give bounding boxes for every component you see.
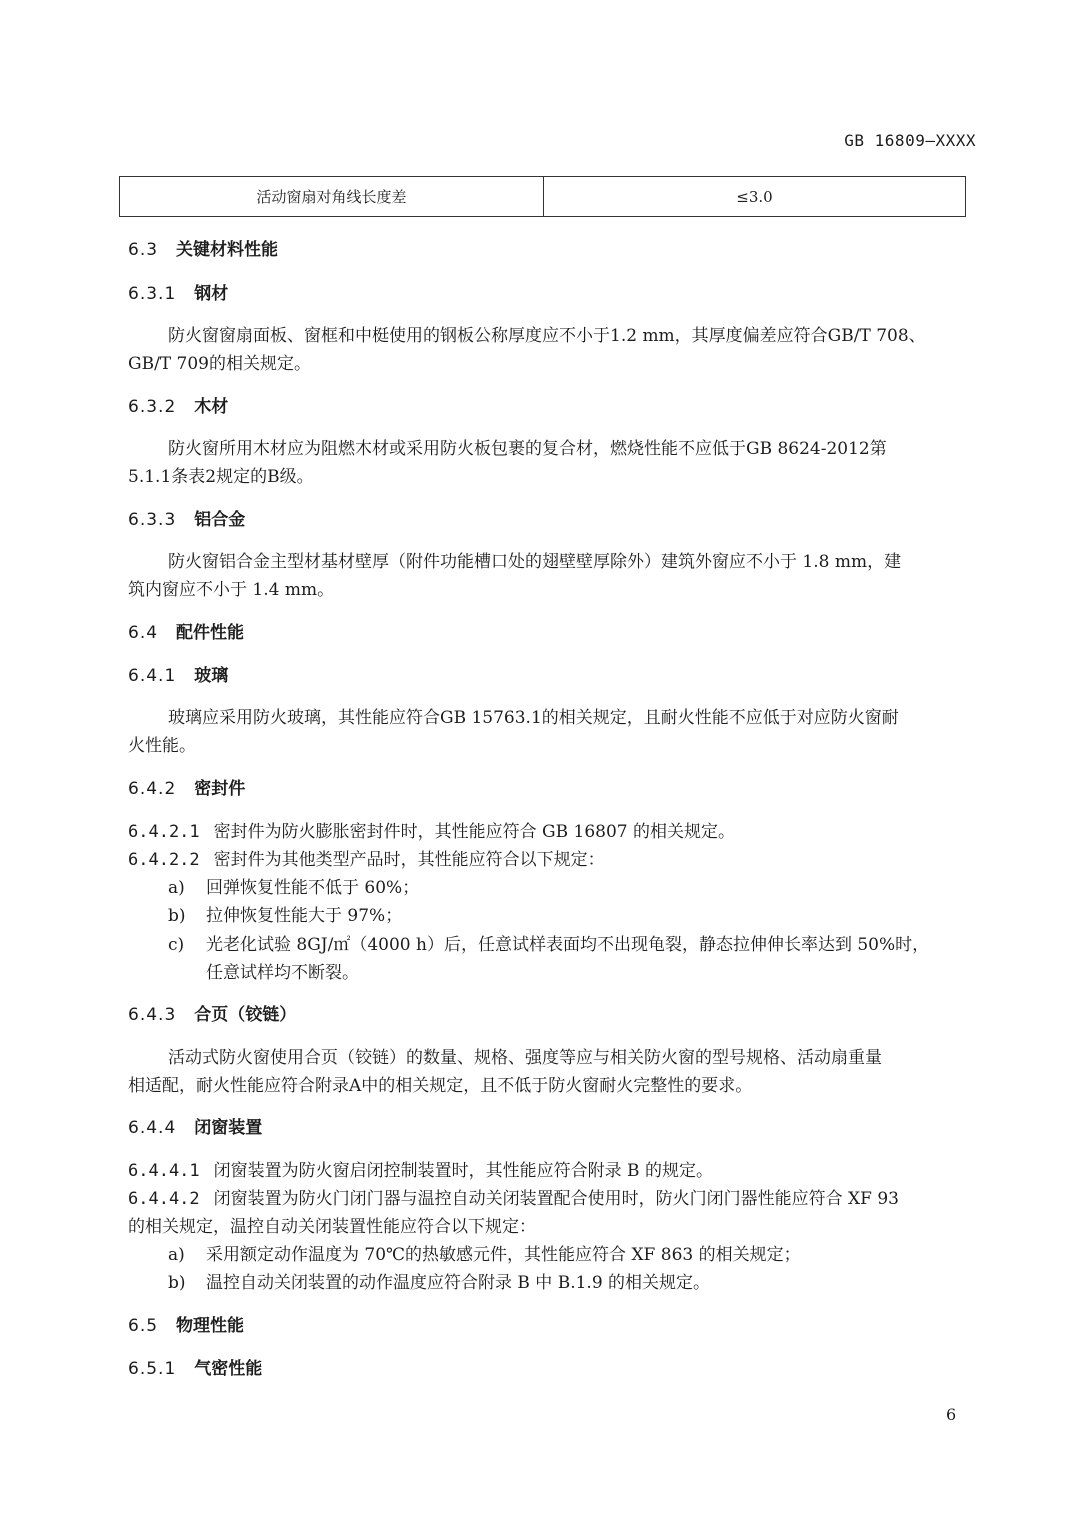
list-item <box>168 873 419 898</box>
paragraph-line: 防火窗窗扇面板、窗框和中梃使用的钢板公称厚度应不小于1.2 mm，其厚度偏差应符合GB/T 708、 <box>168 326 926 346</box>
section-number: 6.4.1 <box>128 666 177 686</box>
clause-6-4-2-2 <box>128 845 605 870</box>
clause-6-4-4-1 <box>128 1156 713 1181</box>
section-heading-6-4-4 <box>128 1113 262 1138</box>
section-title: 合页（铰链） <box>194 1005 297 1025</box>
section-title: 物理性能 <box>176 1316 245 1336</box>
paragraph-line: 玻璃应采用防火玻璃，其性能应符合GB 15763.1的相关规定，且耐火性能不应低于对应防火窗耐 <box>168 708 899 728</box>
paragraph-line: GB/T 709的相关规定。 <box>128 354 311 374</box>
section-title: 闭窗装置 <box>194 1118 263 1138</box>
section-title: 关键材料性能 <box>176 240 279 260</box>
list-text: 回弹恢复性能不低于 60%； <box>206 878 420 898</box>
list-text: 采用额定动作温度为 70℃的热敏感元件，其性能应符合 XF 863 的相关规定； <box>206 1245 801 1265</box>
section-title: 钢材 <box>194 284 229 304</box>
clause-text: 闭窗装置为防火窗启闭控制装置时，其性能应符合附录 B 的规定。 <box>213 1161 713 1181</box>
table-cell-label: 活动窗扇对角线长度差 <box>120 177 544 216</box>
list-marker: a) <box>168 878 185 898</box>
spec-table <box>119 176 966 217</box>
paragraph-line: 防火窗所用木材应为阻燃木材或采用防火板包裹的复合材，燃烧性能不应低于GB 8624-2012第 <box>168 439 887 459</box>
clause-number: 6.4.2.1 <box>128 822 200 842</box>
section-number: 6.3.2 <box>128 397 177 417</box>
paragraph-line: 活动式防火窗使用合页（铰链）的数量、规格、强度等应与相关防火窗的型号规格、活动扇重量 <box>168 1048 882 1068</box>
section-number: 6.3.3 <box>128 510 177 530</box>
list-marker: a) <box>168 1245 185 1265</box>
section-heading-6-3 <box>128 235 278 260</box>
section-heading-6-3-3 <box>128 505 245 530</box>
section-number: 6.4.3 <box>128 1005 177 1025</box>
section-heading-6-3-2 <box>128 392 228 417</box>
section-number: 6.4.2 <box>128 779 177 799</box>
section-heading-6-3-1 <box>128 279 228 304</box>
paragraph-line: 筑内窗应不小于 1.4 mm。 <box>128 580 335 600</box>
section-heading-6-5-1 <box>128 1354 262 1379</box>
clause-6-4-2-1 <box>128 817 735 842</box>
list-item <box>168 1240 801 1265</box>
section-title: 密封件 <box>194 779 246 799</box>
section-heading-6-4-1 <box>128 661 228 686</box>
section-title: 玻璃 <box>194 666 229 686</box>
clause-text: 密封件为其他类型产品时，其性能应符合以下规定： <box>213 850 605 870</box>
clause-number: 6.4.2.2 <box>128 850 200 870</box>
section-heading-6-4 <box>128 618 244 643</box>
document-number: GB 16809—XXXX <box>844 131 976 150</box>
list-marker: c) <box>168 935 185 955</box>
clause-6-4-4-2 <box>128 1184 899 1209</box>
list-item <box>168 901 402 926</box>
section-heading-6-4-2 <box>128 774 245 799</box>
section-number: 6.3 <box>128 240 159 260</box>
clause-number: 6.4.4.1 <box>128 1161 200 1181</box>
clause-text: 密封件为防火膨胀密封件时，其性能应符合 GB 16807 的相关规定。 <box>213 822 736 842</box>
list-text: 温控自动关闭装置的动作温度应符合附录 B 中 B.1.9 的相关规定。 <box>206 1273 711 1293</box>
clause-number: 6.4.4.2 <box>128 1189 200 1209</box>
section-number: 6.4.4 <box>128 1118 177 1138</box>
paragraph-line: 防火窗铝合金主型材基材壁厚（附件功能槽口处的翅壁壁厚除外）建筑外窗应不小于 1.8 mm，建 <box>168 552 902 572</box>
section-title: 铝合金 <box>194 510 246 530</box>
section-title: 木材 <box>194 397 229 417</box>
list-text: 光老化试验 8GJ/㎡（4000 h）后，任意试样表面均不出现龟裂，静态拉伸伸长率达到 50%时， <box>206 935 930 955</box>
section-number: 6.4 <box>128 623 159 643</box>
list-marker: b) <box>168 906 186 926</box>
section-title: 配件性能 <box>176 623 245 643</box>
section-heading-6-5 <box>128 1311 244 1336</box>
table-cell-value: ≤3.0 <box>736 187 773 206</box>
section-number: 6.5.1 <box>128 1359 177 1379</box>
section-number: 6.3.1 <box>128 284 177 304</box>
section-title: 气密性能 <box>194 1359 263 1379</box>
list-text: 拉伸恢复性能大于 97%； <box>206 906 403 926</box>
paragraph-line: 5.1.1条表2规定的B级。 <box>128 467 314 487</box>
list-marker: b) <box>168 1273 186 1293</box>
clause-text-continuation: 的相关规定，温控自动关闭装置性能应符合以下规定： <box>128 1217 536 1237</box>
section-heading-6-4-3 <box>128 1000 296 1025</box>
clause-text: 闭窗装置为防火门闭门器与温控自动关闭装置配合使用时，防火门闭门器性能应符合 XF 93 <box>213 1189 899 1209</box>
section-number: 6.5 <box>128 1316 159 1336</box>
page-number: 6 <box>946 1405 957 1424</box>
list-item <box>168 930 929 955</box>
list-item <box>168 1268 710 1293</box>
paragraph-line: 火性能。 <box>128 736 196 756</box>
paragraph-line: 相适配，耐火性能应符合附录A中的相关规定，且不低于防火窗耐火完整性的要求。 <box>128 1076 753 1096</box>
list-text-continuation: 任意试样均不断裂。 <box>206 963 359 983</box>
